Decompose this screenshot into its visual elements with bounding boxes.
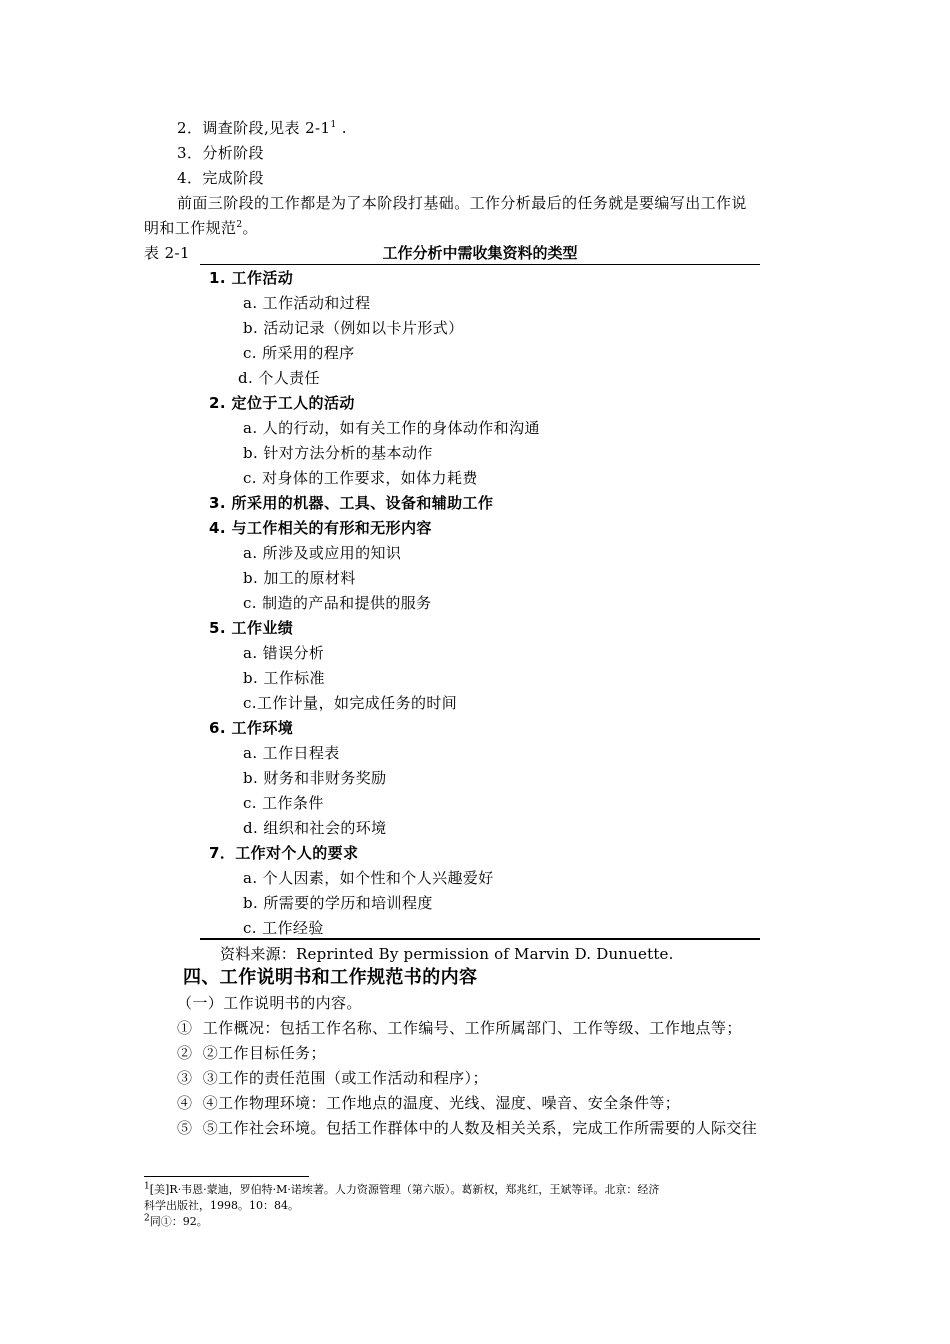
footnote-separator [144, 1176, 309, 1177]
table-title: 工作分析中需收集资料的类型 [382, 244, 578, 262]
table-top-rule [200, 264, 760, 265]
list-item: d. 个人责任 [238, 369, 320, 387]
list-item: a. 人的行动，如有关工作的身体动作和沟通 [243, 419, 540, 437]
list-item: c. 工作条件 [243, 794, 324, 812]
list-text: 工作概况：包括工作名称、工作编号、工作所属部门、工作等级、工作地点等； [202, 1019, 742, 1037]
list-text: ⑤工作社会环境。包括工作群体中的人数及相关关系，完成工作所需要的人际交往 [202, 1119, 758, 1137]
list-item: a. 个人因素，如个性和个人兴趣爱好 [243, 869, 494, 887]
list-number: ① [177, 1019, 193, 1037]
footnote-1-mark: 1 [144, 1181, 150, 1192]
list-item: a. 错误分析 [243, 644, 325, 662]
list-item: a. 工作日程表 [243, 744, 340, 762]
list-item: b. 所需要的学历和培训程度 [243, 894, 433, 912]
footnote-1-line-2: 科学出版社，1998。10：84。 [144, 1199, 299, 1212]
list-item [177, 1018, 742, 1038]
list-item [177, 1043, 326, 1063]
stage-2-end: . [336, 119, 347, 137]
list-number: ④ [177, 1094, 193, 1112]
section-title-6: 6. 工作环境 [209, 719, 294, 737]
stage-2-text: 2．调查阶段,见表 2-1 [177, 119, 331, 137]
paragraph-line-2 [144, 218, 258, 238]
list-item: b. 加工的原材料 [243, 569, 356, 587]
paragraph-line-2-end: 。 [242, 219, 258, 237]
section-title-4: 4. 与工作相关的有形和无形内容 [209, 519, 432, 537]
list-item: a. 工作活动和过程 [243, 294, 371, 312]
section-title-3: 3. 所采用的机器、工具、设备和辅助工作 [209, 494, 494, 512]
stage-2-line [177, 118, 347, 138]
footnote-1-text: [美]R·韦恩·蒙迪，罗伯特·M·诺埃著。人力资源管理（第六版）。葛新权，郑兆红，王斌等译。北京：经济 [149, 1183, 660, 1196]
stage-4-line: 4．完成阶段 [177, 169, 264, 187]
section-title-5: 5. 工作业绩 [209, 619, 294, 637]
list-item: c. 对身体的工作要求，如体力耗费 [243, 469, 478, 487]
footnote-ref-2[interactable]: 2 [236, 220, 243, 230]
stage-3-line: 3．分析阶段 [177, 144, 264, 162]
list-item: b. 财务和非财务奖励 [243, 769, 387, 787]
list-item: b. 针对方法分析的基本动作 [243, 444, 433, 462]
list-item [177, 1093, 680, 1113]
list-item: b. 活动记录（例如以卡片形式） [243, 319, 464, 337]
list-item: b. 工作标准 [243, 669, 325, 687]
list-number: ② [177, 1044, 193, 1062]
list-item [177, 1118, 757, 1138]
list-item: c. 工作经验 [243, 919, 324, 937]
table-bottom-rule [200, 938, 760, 940]
section-title-2: 2. 定位于工人的活动 [209, 394, 355, 412]
paragraph-line-2-text: 明和工作规范 [144, 219, 237, 237]
list-text: ②工作目标任务； [202, 1044, 326, 1062]
list-item [177, 1068, 488, 1088]
section-title-1: 1. 工作活动 [209, 269, 294, 287]
list-item: c. 所采用的程序 [243, 344, 355, 362]
list-number: ③ [177, 1069, 193, 1087]
subheading: （一）工作说明书的内容。 [177, 994, 362, 1012]
list-item: d. 组织和社会的环境 [243, 819, 387, 837]
paragraph-line-1: 前面三阶段的工作都是为了本阶段打基础。工作分析最后的任务就是要编写出工作说 [177, 194, 747, 212]
footnote-2-text: 同①：92。 [149, 1215, 208, 1228]
footnote-2-mark: 2 [144, 1213, 150, 1224]
footnote-ref-1[interactable]: 1 [330, 120, 337, 130]
list-text: ④工作物理环境：工作地点的温度、光线、湿度、噪音、安全条件等； [202, 1094, 681, 1112]
section-heading: 四、工作说明书和工作规范书的内容 [183, 967, 478, 988]
section-title-7: 7．工作对个人的要求 [209, 844, 359, 862]
footnote-2 [144, 1215, 208, 1229]
table-label: 表 2-1 [144, 244, 190, 262]
footnote-1-line-1 [144, 1183, 659, 1197]
list-item: c.工作计量，如完成任务的时间 [243, 694, 458, 712]
table-source: 资料来源：Reprinted By permission of Marvin D. Dunuette. [220, 945, 674, 963]
list-number: ⑤ [177, 1119, 193, 1137]
list-item: a. 所涉及或应用的知识 [243, 544, 402, 562]
list-text: ③工作的责任范围（或工作活动和程序）； [202, 1069, 488, 1087]
list-item: c. 制造的产品和提供的服务 [243, 594, 432, 612]
